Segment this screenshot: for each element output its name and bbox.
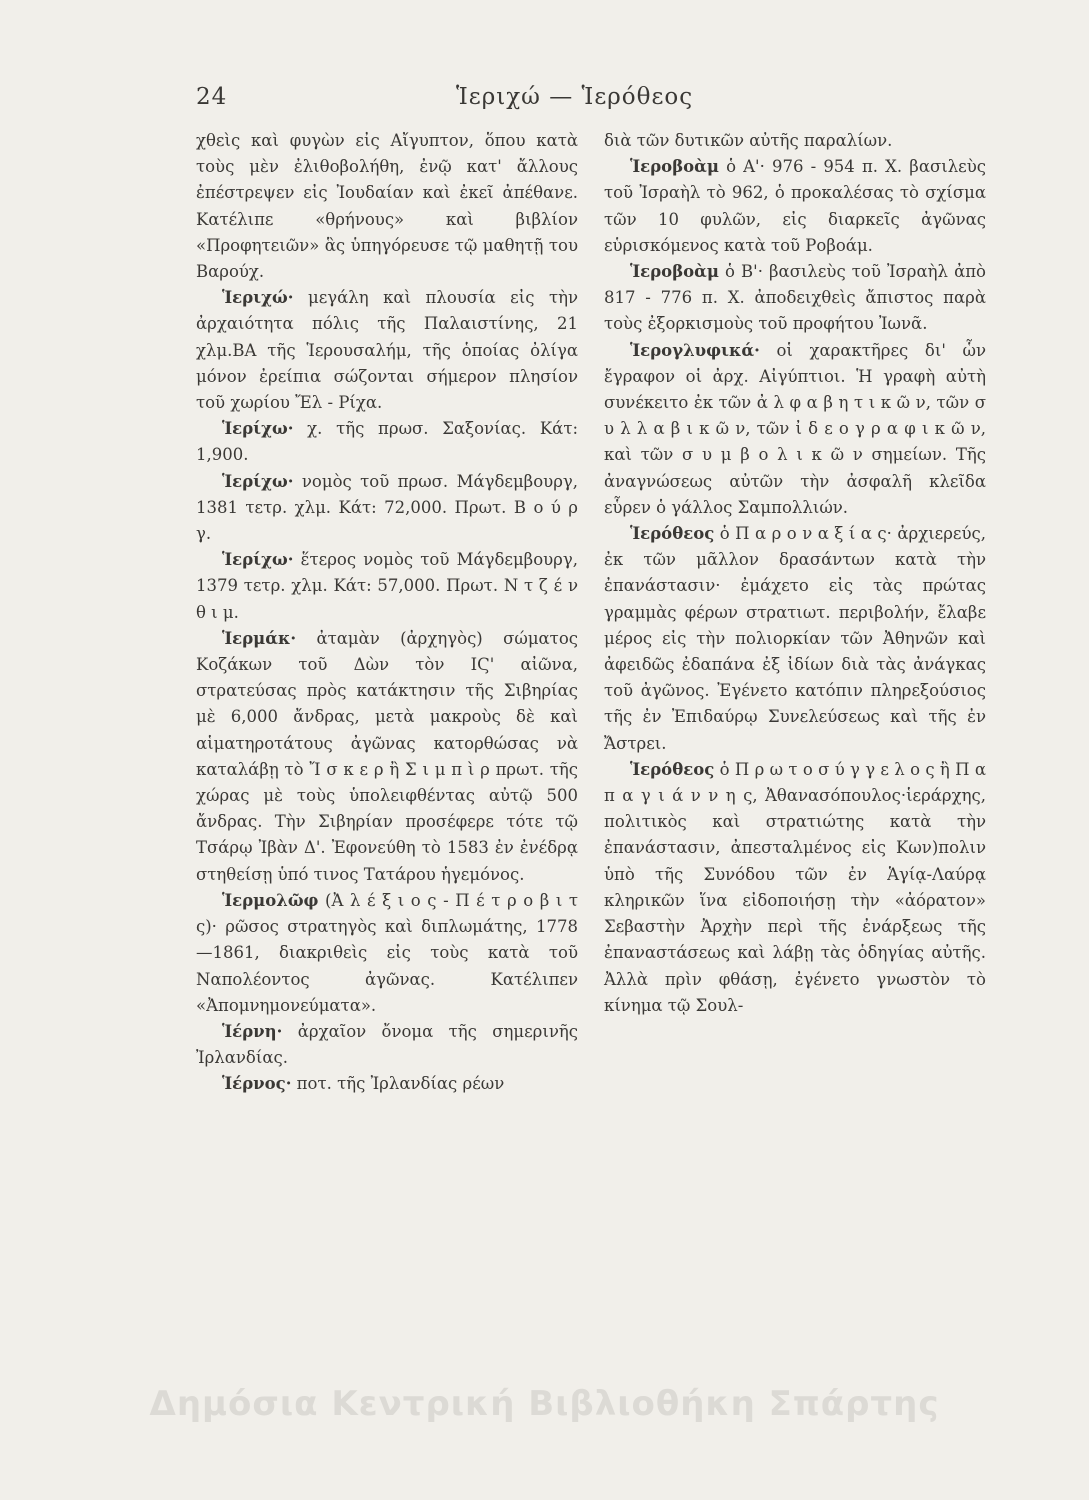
dictionary-entry bbox=[196, 626, 578, 888]
dictionary-entry bbox=[196, 469, 578, 548]
entry-text: ποτ. τῆς Ἰρλανδίας ρέων bbox=[291, 1074, 505, 1094]
entry-text: (Ἀ λ έ ξ ι ο ς - Π έ τ ρ ο β ι τ ς)· ρῶσος στρατηγὸς καὶ διπλωμάτης, 1778—1861, διακριθεὶς εἰς τοὺς κατὰ τοῦ Ναπολέοντος ἀγῶνας. Κατέλιπεν «Ἀπομνημονεύματα». bbox=[196, 890, 578, 1015]
entry-headword: Ἱερίχω· bbox=[222, 550, 294, 570]
entry-headword: Ἱερίχω· bbox=[222, 419, 294, 439]
entry-headword: Ἱερογλυφικά· bbox=[630, 340, 760, 360]
dictionary-entry bbox=[196, 547, 578, 626]
entry-text: ὁ Π α ρ ο ν α ξ ί α ς· ἀρχιερεύς, ἐκ τῶν μᾶλλον δρασάντων κατὰ τὴν ἐπανάστασιν· ἐμάχετο εἰς τὰς πρώτας γραμμὰς φέρων στρατιωτ. περιβολήν, ἔλαβε μέρος εἰς τὴν πολιορκίαν τῶν Ἀθηνῶν καὶ ἀφειδῶς ἐδαπάνα ἐξ ἰδίων διὰ τὰς ἀνάγκας τοῦ ἀγῶνος. Ἐγένετο κατόπιν πληρεξούσιος τῆς ἐν Ἐπιδαύρῳ Συνελεύσεως καὶ τῆς ἐν Ἄστρει. bbox=[604, 524, 986, 753]
entry-text: ἀρχαῖον ὄνομα τῆς σημερινῆς Ἰρλανδίας. bbox=[196, 1021, 578, 1068]
entry-headword: Ἱεροβοὰμ bbox=[630, 262, 719, 282]
entry-text: ὁ Π ρ ω τ ο σ ύ γ γ ε λ ο ς ἢ Π α π α γ ι ά ν ν η ς, Ἀθανασόπουλος·ἱεράρχης, πολιτικὸς καὶ στρατιώτης κατὰ τὴν ἐπανάστασιν, ἀπεσταλμένος εἰς Κων)πολιν ὑπὸ τῆς Συνόδου τῶν ἐν Ἁγίᾳ-Λαύρᾳ κληρικῶν ἵνα εἰδοποιήσῃ τὴν «ἀόρατον» Σεβαστὴν Ἀρχὴν περὶ τῆς ἐνάρξεως τῆς ἐπαναστάσεως καὶ λάβῃ τὰς ὁδηγίας αὐτῆς. Ἀλλὰ πρὶν φθάσῃ, ἐγένετο γνωστὸν τὸ κίνημα τῷ Σουλ- bbox=[604, 759, 986, 1015]
page-number: 24 bbox=[196, 84, 228, 110]
entry-headword: Ἱέρνη· bbox=[222, 1021, 283, 1041]
dictionary-entry bbox=[196, 285, 578, 416]
left-column bbox=[196, 128, 578, 1098]
entry-text: χθεὶς καὶ φυγὼν εἰς Αἴγυπτον, ὅπου κατὰ τοὺς μὲν ἐλιθοβολήθη, ἐνῷ κατ' ἄλλους ἐπέστρεψεν εἰς Ἰουδαίαν καὶ ἐκεῖ ἀπέθανε. Κατέλιπε «θρήνους» καὶ βιβλίον «Προφητειῶν» ἃς ὑπηγόρευσε τῷ μαθητῇ του Βαρούχ. bbox=[196, 131, 578, 282]
entry-text: ὁ Α'· 976 - 954 π. Χ. βασιλεὺς τοῦ Ἰσραὴλ τὸ 962, ὁ προκαλέσας τὸ σχίσμα τῶν 10 φυλῶν, εἰς διαρκεῖς ἀγῶνας εὑρισκόμενος κατὰ τοῦ Ροβοάμ. bbox=[604, 157, 986, 255]
dictionary-entry bbox=[604, 154, 986, 259]
entry-continuation bbox=[196, 128, 578, 285]
entry-text: ὁ Β'· βασιλεὺς τοῦ Ἰσραὴλ ἀπὸ 817 - 776 π. Χ. ἀποδειχθεὶς ἄπιστος παρὰ τοὺς ἐξορκισμοὺς τοῦ προφήτου Ἰωνᾶ. bbox=[604, 262, 986, 334]
entry-headword: Ἱερμάκ· bbox=[222, 628, 297, 648]
dictionary-entry bbox=[196, 1071, 578, 1097]
dictionary-entry bbox=[604, 757, 986, 1019]
library-watermark: Δημόσια Κεντρική Βιβλιοθήκη Σπάρτης bbox=[149, 1384, 940, 1424]
dictionary-entry bbox=[604, 259, 986, 338]
dictionary-entry bbox=[604, 521, 986, 757]
dictionary-entry bbox=[196, 888, 578, 1019]
entry-text: μεγάλη καὶ πλουσία εἰς τὴν ἀρχαιότητα πόλις τῆς Παλαιστίνης, 21 χλμ.ΒΑ τῆς Ἱερουσαλήμ, τῆς ὁποίας ὀλίγα μόνον ἐρείπια σώζονται σήμερον πλησίον τοῦ χωρίου Ἔλ - Ρίχα. bbox=[196, 288, 578, 413]
dictionary-entry bbox=[196, 416, 578, 468]
right-column bbox=[604, 128, 986, 1019]
entry-text: οἱ χαρακτῆρες δι' ὧν ἔγραφον οἱ ἀρχ. Αἰγύπτιοι. Ἡ γραφὴ αὐτὴ συνέκειτο ἐκ τῶν ἀ λ φ α β η τ ι κ ῶ ν, τῶν σ υ λ λ α β ι κ ῶ ν, τῶν ἰ δ ε ο γ ρ α φ ι κ ῶ ν, καὶ τῶν σ υ μ β ο λ ι κ ῶ ν σημείων. Τῆς ἀναγνώσεως αὐτῶν τὴν ἀσφαλῆ κλεῖδα εὗρεν ὁ γάλλος Σαμπολλιών. bbox=[604, 340, 986, 517]
entry-text: διὰ τῶν δυτικῶν αὐτῆς παραλίων. bbox=[604, 131, 893, 150]
entry-text: ἀταμὰν (ἀρχηγὸς) σώματος Κοζάκων τοῦ Δὼν τὸν ΙϚ' αἰῶνα, στρατεύσας πρὸς κατάκτησιν τῆς Σιβηρίας μὲ 6,000 ἄνδρας, μετὰ μακροὺς δὲ καὶ αἱματηροτάτους ἀγῶνας κατορθώσας νὰ καταλάβῃ τὸ Ἴ σ κ ε ρ ἢ Σ ι μ π ὶ ρ πρωτ. τῆς χώρας μὲ τοὺς ὑπολειφθέντας αὐτῷ 500 ἄνδρας. Τὴν Σιβηρίαν προσέφερε τότε τῷ Τσάρῳ Ἰβὰν Δ'. Ἐφονεύθη τὸ 1583 ἐν ἐνέδρᾳ στηθείσῃ ὑπό τινος Τατάρου ἡγεμόνος. bbox=[196, 628, 578, 884]
dictionary-entry bbox=[604, 338, 986, 521]
entry-text: ἕτερος νομὸς τοῦ Μάγδεμβουργ, 1379 τετρ. χλμ. Κάτ: 57,000. Πρωτ. Ν τ ζ έ ν θ ι μ. bbox=[196, 550, 578, 622]
entry-headword: Ἱέρνος· bbox=[222, 1074, 292, 1094]
entry-headword: Ἱερίχω· bbox=[222, 471, 294, 491]
entry-headword: Ἱερόθεος bbox=[630, 524, 715, 544]
entry-headword: Ἱεροβοὰμ bbox=[630, 157, 719, 177]
entry-headword: Ἱερμολῶφ bbox=[222, 890, 319, 910]
entry-text: νομὸς τοῦ πρωσ. Μάγδεμβουργ, 1381 τετρ. χλμ. Κάτ: 72,000. Πρωτ. Β ο ύ ρ γ. bbox=[196, 471, 578, 544]
entry-text: χ. τῆς πρωσ. Σαξονίας. Κάτ: 1,900. bbox=[196, 419, 578, 465]
dictionary-entry bbox=[196, 1019, 578, 1071]
entry-headword: Ἱεριχώ· bbox=[222, 288, 294, 308]
entry-headword: Ἱερόθεος bbox=[630, 759, 715, 779]
running-head: Ἱεριχώ — Ἱερόθεος bbox=[456, 84, 694, 110]
entry-continuation bbox=[604, 128, 986, 154]
